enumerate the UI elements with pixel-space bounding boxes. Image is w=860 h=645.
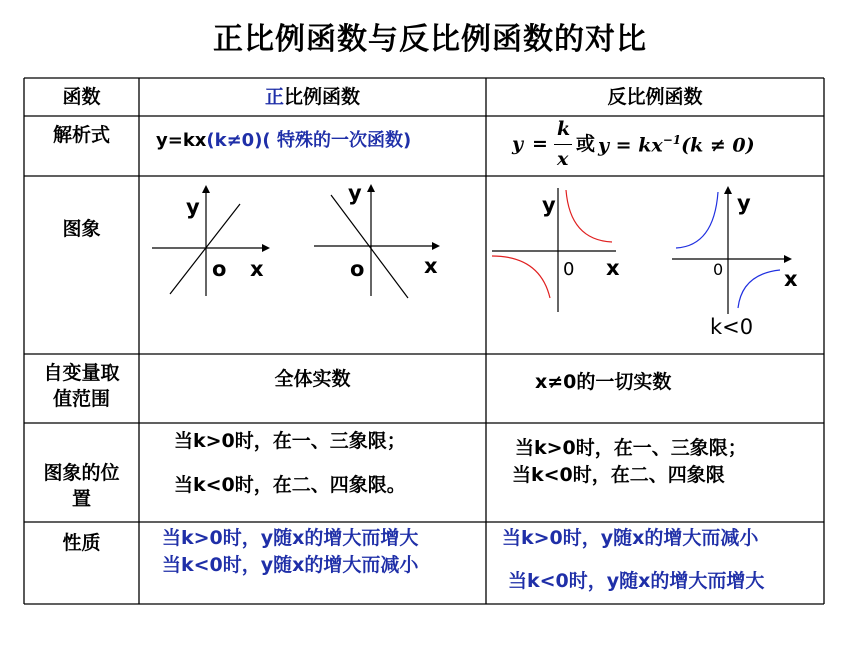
label-domain-line2: 值范围 [52, 388, 110, 410]
inverse-g1-x-label: x [606, 256, 620, 280]
direct-g1-origin-label: o [212, 257, 227, 281]
inverse-property-1: 当k>0时，y随x的增大而减小 [502, 527, 759, 549]
direct-g1-x-label: x [250, 257, 264, 281]
direct-formula-cond: (k≠0)( [206, 130, 271, 151]
inverse-property-2: 当k<0时，y随x的增大而增大 [508, 570, 765, 592]
direct-position-1: 当k>0时，在一、三象限； [174, 430, 406, 452]
label-formula: 解析式 [52, 124, 110, 146]
inverse-formula-y: y [512, 133, 524, 155]
inverse-formula-cond: (k ≠ 0) [681, 134, 755, 157]
inverse-formula-eq: = [532, 133, 548, 155]
label-graph: 图象 [62, 218, 101, 240]
inverse-formula-exponent: −1 [662, 133, 682, 147]
inverse-domain: x≠0的一切实数 [535, 371, 672, 393]
header-direct-rest: 比例函数 [284, 86, 361, 108]
label-position-line1: 图象的位 [43, 462, 120, 484]
label-property: 性质 [62, 532, 101, 554]
inverse-g1-y-label: y [542, 193, 556, 217]
inverse-formula-numerator: k [557, 118, 571, 140]
header-direct-highlight: 正 [264, 86, 284, 108]
direct-position-2: 当k<0时，在二、四象限。 [174, 474, 406, 496]
inverse-position-2: 当k<0时，在二、四象限 [512, 464, 725, 486]
direct-g1-y-label: y [186, 195, 200, 219]
header-function: 函数 [62, 86, 101, 108]
header-direct-proportion [140, 86, 485, 110]
header-inverse-proportion: 反比例函数 [607, 86, 703, 108]
inverse-graph-negative [672, 186, 792, 314]
inverse-fraction-bar [554, 144, 572, 145]
direct-g2-x-label: x [424, 254, 438, 278]
direct-formula-note: 特殊的一次函数) [276, 130, 412, 151]
inverse-g2-origin-label: 0 [713, 260, 724, 279]
label-position-line2: 置 [71, 488, 91, 510]
label-domain-line1: 自变量取 [43, 362, 120, 384]
direct-domain: 全体实数 [274, 368, 351, 390]
inverse-formula-or: 或 [576, 133, 596, 155]
direct-formula-expr: y=kx [156, 130, 207, 151]
inverse-g1-origin-label: 0 [563, 259, 575, 280]
direct-g2-origin-label: o [350, 257, 365, 281]
page-title: 正比例函数与反比例函数的对比 [213, 22, 647, 57]
direct-graph-negative [314, 184, 440, 298]
inverse-formula-alt: $y = kx^{-1}(k \ne 0)$ [598, 133, 755, 157]
inverse-g2-x-label: x [784, 267, 798, 291]
inverse-formula-denominator: x [557, 148, 569, 170]
inverse-position-1: 当k>0时，在一、三象限； [515, 437, 747, 459]
direct-property-1: 当k>0时，y随x的增大而增大 [162, 527, 419, 549]
inverse-g2-k-note: k<0 [710, 315, 754, 339]
direct-formula [156, 130, 411, 153]
direct-g2-y-label: y [348, 181, 362, 205]
inverse-g2-y-label: y [737, 191, 751, 215]
direct-property-2: 当k<0时，y随x的增大而减小 [162, 554, 419, 576]
